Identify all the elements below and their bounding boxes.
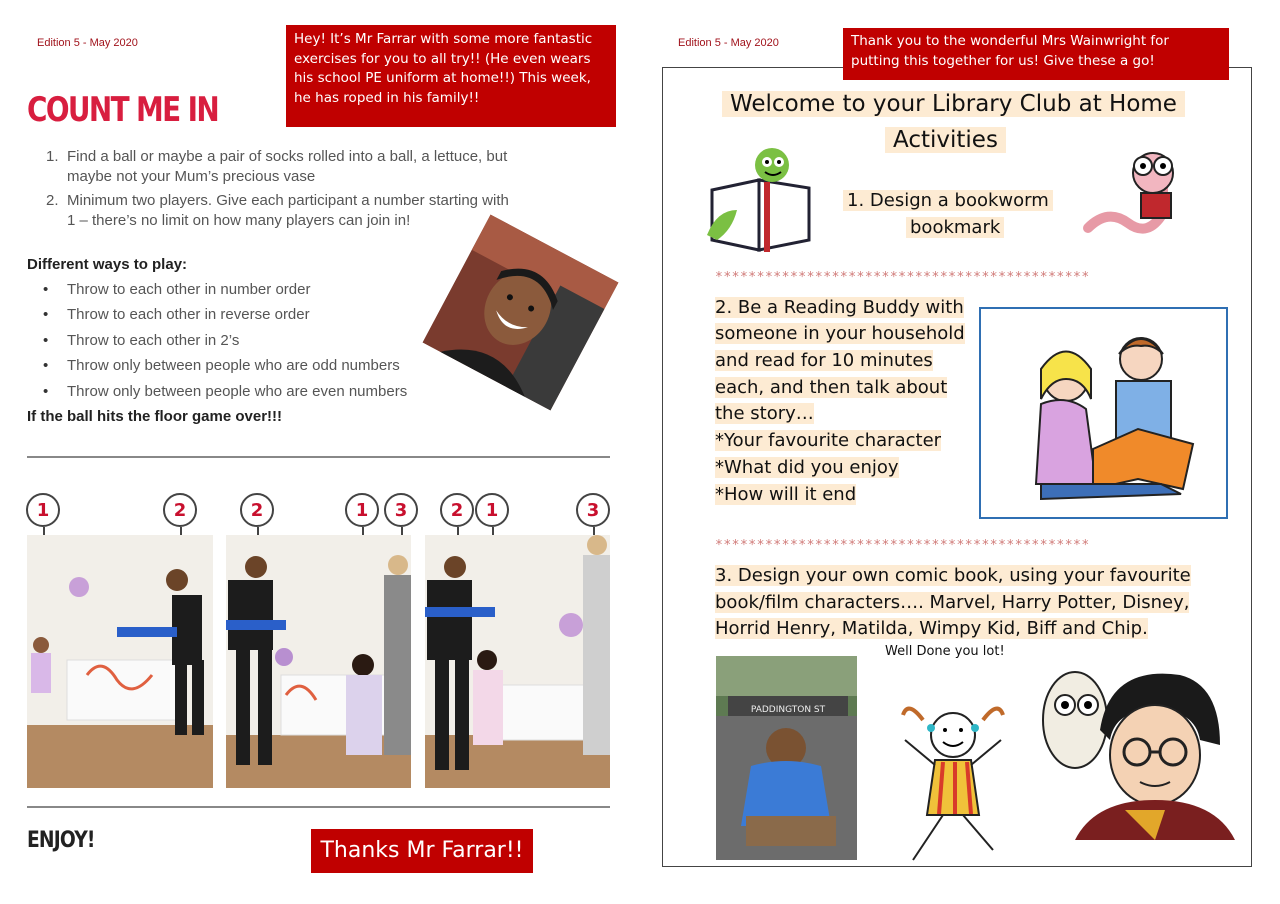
thanks-note-box: Thank you to the wonderful Mrs Wainwright for putting this together for us! Give these a go! xyxy=(843,28,1229,80)
bookworm-book-illustration xyxy=(697,140,827,255)
club-title: Welcome to your Library Club at Home xyxy=(722,91,1185,117)
worm-reading-illustration xyxy=(1083,148,1193,238)
activity-2-line: someone in your household xyxy=(715,323,965,344)
reading-buddies-illustration xyxy=(979,307,1228,519)
step-number: 1. xyxy=(46,148,59,165)
game-photo xyxy=(425,535,610,788)
player-number-badge: 1 xyxy=(475,493,509,527)
station-sign-text: PADDINGTON ST xyxy=(750,705,826,715)
well-done-text: Well Done you lot! xyxy=(885,644,1005,659)
intro-note-box: Hey! It’s Mr Farrar with some more fantastic exercises for you to all try!! (He even wears his school PE uniform at home!!) This week, he has roped in his family!! xyxy=(286,25,616,127)
player-number-badge: 3 xyxy=(576,493,610,527)
list-item: • Throw only between people who are even numbers xyxy=(67,383,407,400)
player-number-badge: 2 xyxy=(440,493,474,527)
activity-3-line: Horrid Henry, Matilda, Wimpy Kid, Biff and Chip. xyxy=(715,618,1148,639)
thanks-box: Thanks Mr Farrar!! xyxy=(311,829,533,873)
star-divider: ********************************************* xyxy=(715,538,1090,553)
right-edition-label: Edition 5 - May 2020 xyxy=(678,37,779,49)
list-item: • Throw only between people who are odd numbers xyxy=(67,357,400,374)
game-over-text: If the ball hits the floor game over!!! xyxy=(27,408,283,425)
player-number-badge: 1 xyxy=(26,493,60,527)
activity-2-line: and read for 10 minutes xyxy=(715,350,933,371)
dancing-girl-illustration xyxy=(893,690,1013,865)
page-title: COUNT ME IN xyxy=(27,90,219,130)
section-divider xyxy=(27,456,610,458)
player-number-badge: 2 xyxy=(163,493,197,527)
star-divider: ********************************************* xyxy=(715,270,1090,285)
activity-1-line2: bookmark xyxy=(906,217,1004,238)
player-number-badge: 3 xyxy=(384,493,418,527)
teacher-portrait-photo xyxy=(422,214,618,410)
section-divider xyxy=(27,806,610,808)
list-item: • Throw to each other in number order xyxy=(67,281,310,298)
activity-2-line: 2. Be a Reading Buddy with xyxy=(715,297,964,318)
list-item: • Throw to each other in 2’s xyxy=(67,332,239,349)
enjoy-text: ENJOY! xyxy=(27,828,95,853)
activity-2-line: *Your favourite character xyxy=(715,430,942,451)
paddington-statue-photo xyxy=(716,656,857,860)
left-edition-label: Edition 5 - May 2020 xyxy=(37,37,138,49)
step-text: Minimum two players. Give each participant a number starting with 1 – there’s no limit on how many players can join in! xyxy=(67,192,509,229)
game-photo xyxy=(27,535,213,788)
ways-heading: Different ways to play: xyxy=(27,256,188,273)
activity-1-line1: 1. Design a bookworm xyxy=(843,190,1053,211)
activity-3-line: book/film characters…. Marvel, Harry Potter, Disney, xyxy=(715,592,1190,613)
club-title-activities: Activities xyxy=(885,127,1006,153)
player-number-badge: 1 xyxy=(345,493,379,527)
player-number-badge: 2 xyxy=(240,493,274,527)
step-text: Find a ball or maybe a pair of socks rolled into a ball, a lettuce, but maybe not your Mum’s precious vase xyxy=(67,148,508,185)
activity-2-line: *What did you enjoy xyxy=(715,457,899,478)
activity-3-line: 3. Design your own comic book, using your favourite xyxy=(715,565,1191,586)
step-number: 2. xyxy=(46,192,59,209)
owl-and-wizard-illustration xyxy=(1040,660,1235,840)
game-photo xyxy=(226,535,411,788)
activity-2-line: each, and then talk about xyxy=(715,377,948,398)
activity-2-line: *How will it end xyxy=(715,484,857,505)
list-item: • Throw to each other in reverse order xyxy=(67,306,310,323)
activity-2-line: the story… xyxy=(715,403,814,424)
